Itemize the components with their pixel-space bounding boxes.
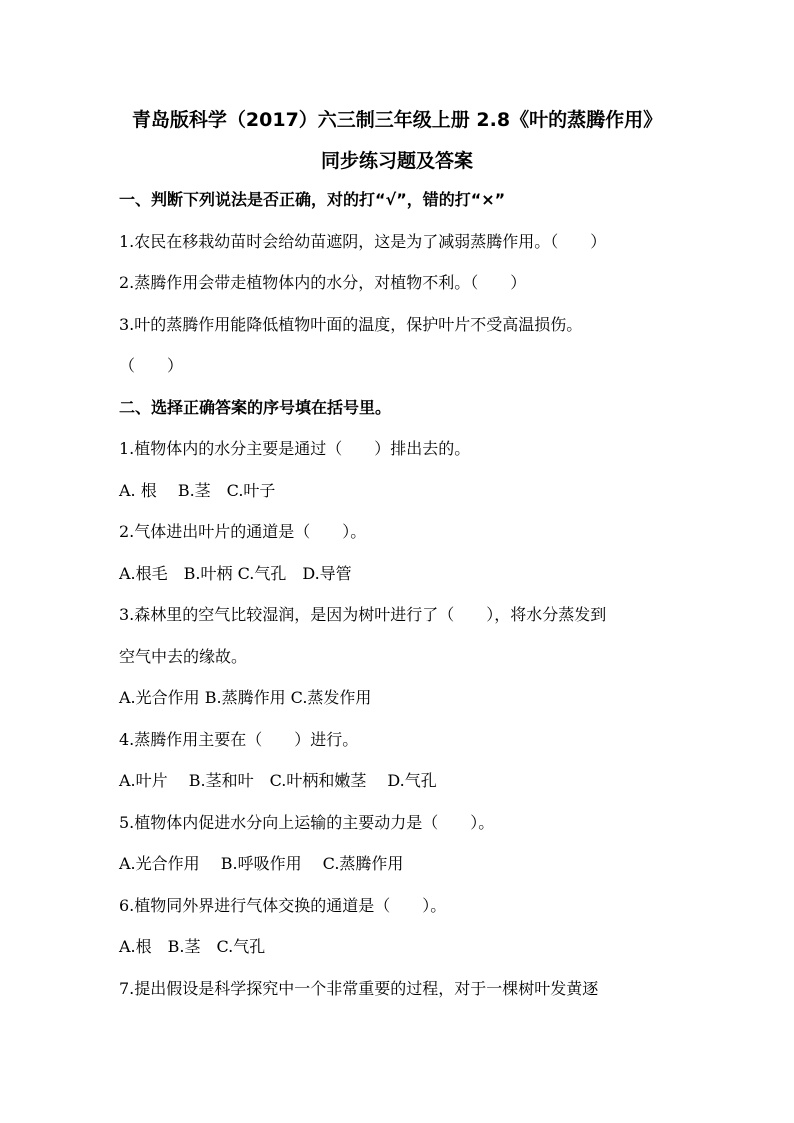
options-line: A.叶片 B.茎和叶 C.叶柄和嫩茎 D.气孔 (119, 771, 437, 790)
question-line: 2.蒸腾作用会带走植物体内的水分，对植物不利。（ ） (119, 273, 527, 292)
options-line: A.根 B.茎 C.气孔 (119, 937, 266, 956)
question-line: 1.农民在移栽幼苗时会给幼苗遮阴，这是为了减弱蒸腾作用。（ ） (119, 232, 607, 251)
question-line: 7.提出假设是科学探究中一个非常重要的过程，对于一棵树叶发黄逐 (119, 979, 599, 998)
options-line: A.光合作用 B.呼吸作用 C.蒸腾作用 (119, 854, 404, 873)
question-line: 空气中去的缘故。 (119, 647, 248, 666)
answer-blank-line: （ ） (119, 356, 184, 375)
question-line: 6.植物同外界进行气体交换的通道是（ ）。 (119, 896, 447, 915)
question-line: 4.蒸腾作用主要在（ ）进行。 (119, 730, 359, 749)
section-heading-multiple-choice: 二、选择正确答案的序号填在括号里。 (119, 398, 392, 417)
options-line: A.根毛 B.叶柄 C.气孔 D.导管 (119, 564, 352, 583)
section-heading-true-false: 一、判断下列说法是否正确，对的打“√”，错的打“×” (119, 190, 506, 209)
question-line: 3.森林里的空气比较湿润，是因为树叶进行了（ ），将水分蒸发到 (119, 605, 607, 624)
question-line: 3.叶的蒸腾作用能降低植物叶面的温度，保护叶片不受高温损伤。 (119, 315, 583, 334)
question-line: 5.植物体内促进水分向上运输的主要动力是（ ）。 (119, 813, 495, 832)
question-line: 1.植物体内的水分主要是通过（ ）排出去的。 (119, 439, 471, 458)
options-line: A. 根 B.茎 C.叶子 (119, 481, 276, 500)
document-title: 青岛版科学（2017）六三制三年级上册 2.8《叶的蒸腾作用》 (131, 109, 663, 131)
options-line: A.光合作用 B.蒸腾作用 C.蒸发作用 (119, 688, 372, 707)
document-subtitle: 同步练习题及答案 (320, 150, 473, 172)
question-line: 2.气体进出叶片的通道是（ ）。 (119, 522, 367, 541)
